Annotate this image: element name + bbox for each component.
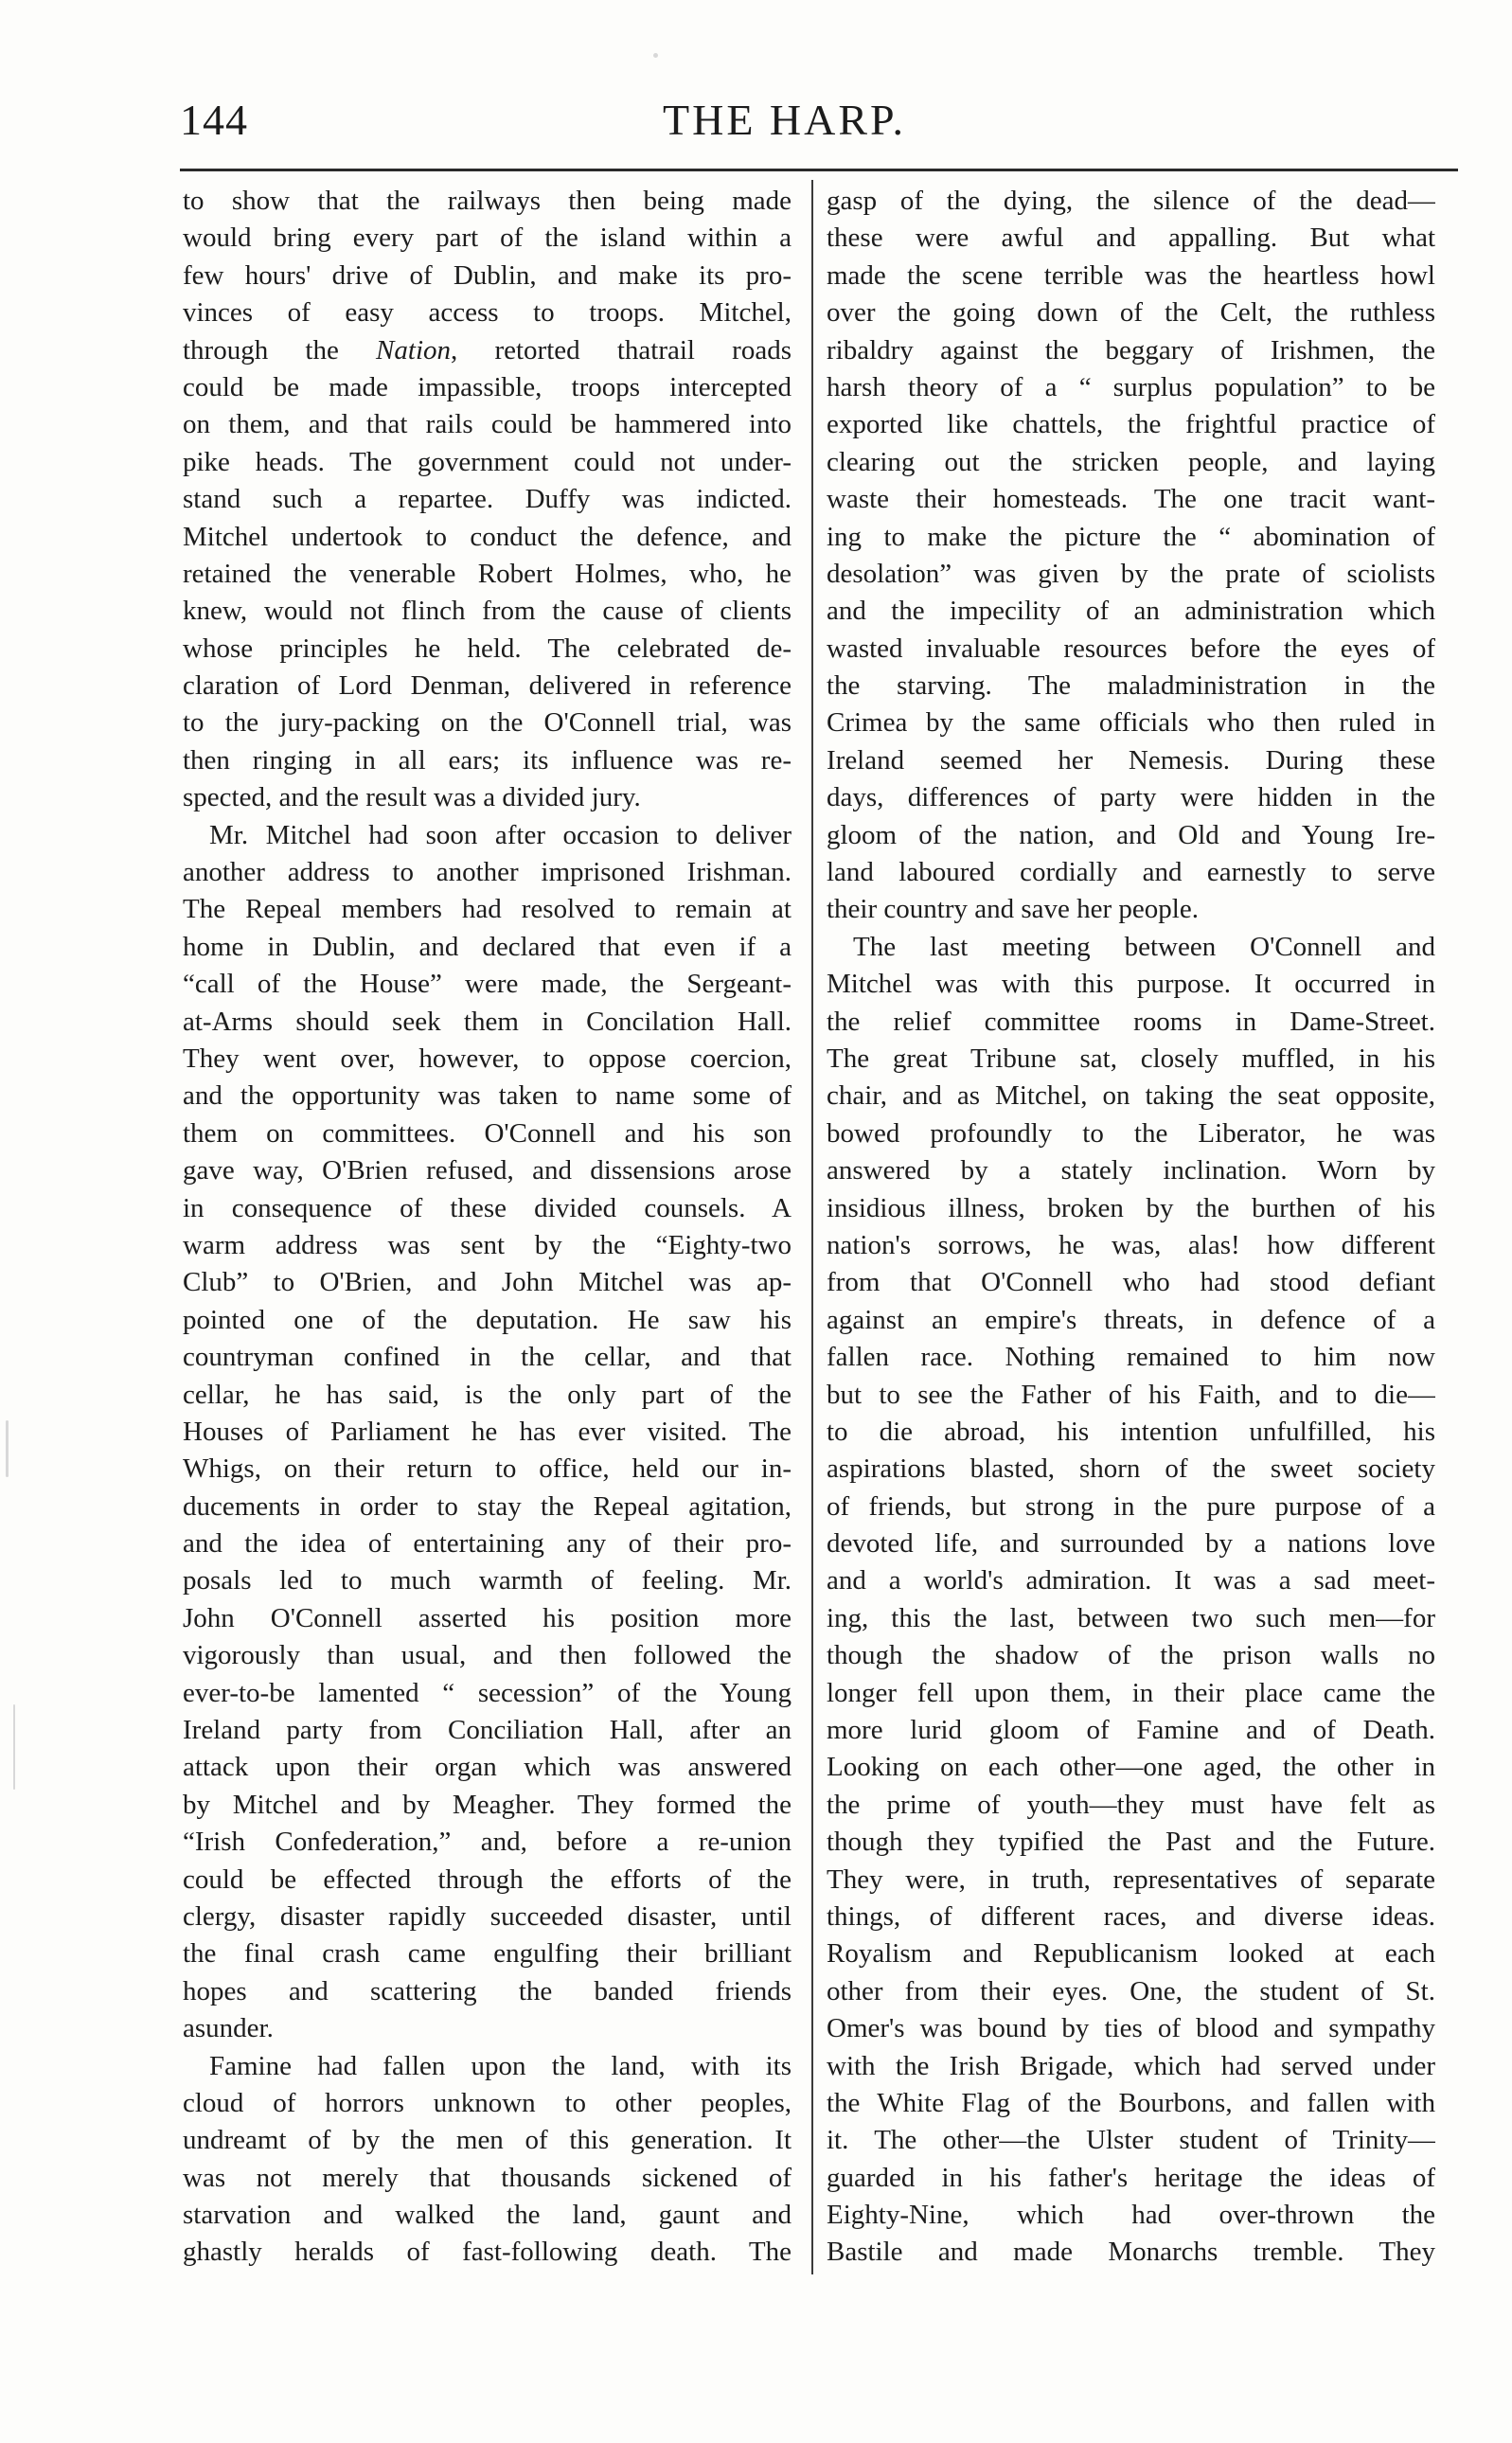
text-line: Mr. Mitchel had soon after occasion to deliver bbox=[209, 819, 792, 850]
text-line: over the going down of the Celt, the ruthless bbox=[827, 297, 1435, 329]
text-line: another address to another imprisoned Irishman. bbox=[183, 857, 792, 888]
text-line: The last meeting between O'Connell and bbox=[853, 931, 1435, 962]
text-line: though they typified the Past and the Future. bbox=[827, 1827, 1435, 1858]
text-line: longer fell upon them, in their place came the bbox=[827, 1677, 1435, 1708]
text-line: nation's sorrows, he was, alas! how different bbox=[827, 1229, 1435, 1260]
left-column bbox=[183, 183, 792, 2275]
text-line: gave way, O'Brien refused, and dissensions arose bbox=[183, 1155, 792, 1186]
text-line: The Repeal members had resolved to remain at bbox=[183, 894, 792, 925]
text-line: claration of Lord Denman, delivered in reference bbox=[183, 670, 792, 702]
text-line: days, differences of party were hidden in the bbox=[827, 782, 1435, 813]
text-line: the relief committee rooms in Dame-Street. bbox=[827, 1006, 1435, 1037]
text-line: Looking on each other—one aged, the other in bbox=[827, 1752, 1435, 1783]
text-line: their country and save her people. bbox=[827, 894, 1199, 925]
text-line: the White Flag of the Bourbons, and fallen with bbox=[827, 2087, 1435, 2118]
page-number: 144 bbox=[180, 96, 248, 144]
text-line: chair, and as Mitchel, on taking the seat opposite, bbox=[827, 1080, 1435, 1112]
text-line: Club” to O'Brien, and John Mitchel was ap- bbox=[183, 1267, 792, 1298]
text-line: Ireland seemed her Nemesis. During these bbox=[827, 744, 1435, 776]
text-line: Mitchel undertook to conduct the defence, and bbox=[183, 521, 792, 552]
text-line: in consequence of these divided counsels. A bbox=[183, 1192, 792, 1223]
text-line: other from their eyes. One, the student of St. bbox=[827, 1975, 1435, 2006]
text-line: Mitchel was with this purpose. It occurred in bbox=[827, 969, 1435, 1000]
text-line: desolation” was given by the prate of sciolists bbox=[827, 558, 1435, 589]
text-line: against an empire's threats, in defence of a bbox=[827, 1304, 1435, 1335]
text-line: posals led to much warmth of feeling. Mr. bbox=[183, 1565, 792, 1596]
text-line: ghastly heralds of fast-following death. The bbox=[183, 2237, 792, 2268]
text-line: with the Irish Brigade, which had served under bbox=[827, 2050, 1435, 2081]
text-line: the prime of youth—they must have felt as bbox=[827, 1789, 1435, 1820]
text-line: hopes and scattering the banded friends bbox=[183, 1975, 792, 2006]
text-line: “call of the House” were made, the Sergeant- bbox=[183, 969, 792, 1000]
text-line: Omer's was bound by ties of blood and sympathy bbox=[827, 2013, 1435, 2044]
text-line: and the opportunity was taken to name some of bbox=[183, 1080, 792, 1112]
column-divider bbox=[811, 180, 813, 2274]
text-line: the starving. The maladministration in the bbox=[827, 670, 1435, 702]
paper-speck bbox=[653, 53, 658, 58]
text-line: retained the venerable Robert Holmes, who, he bbox=[183, 558, 792, 589]
text-line: Famine had fallen upon the land, with its bbox=[209, 2050, 792, 2081]
text-line: to the jury-packing on the O'Connell trial, was bbox=[183, 707, 792, 739]
text-line: to die abroad, his intention unfulfilled, his bbox=[827, 1416, 1435, 1447]
text-line: aspirations blasted, shorn of the sweet society bbox=[827, 1453, 1435, 1485]
running-title: THE HARP. bbox=[663, 96, 907, 144]
text-line: them on committees. O'Connell and his son bbox=[183, 1117, 792, 1149]
text-line: insidious illness, broken by the burthen of his bbox=[827, 1192, 1435, 1223]
text-line: ing to make the picture the “ abomination of bbox=[827, 521, 1435, 552]
text-line: clearing out the stricken people, and laying bbox=[827, 446, 1435, 477]
text-line: these were awful and appalling. But what bbox=[827, 223, 1435, 254]
text-line: through the Nation, retorted thatrail roads bbox=[183, 334, 792, 366]
text-line: things, of different races, and diverse ideas. bbox=[827, 1900, 1435, 1932]
text-line: asunder. bbox=[183, 2013, 274, 2044]
text-line: at-Arms should seek them in Concilation Hall. bbox=[183, 1006, 792, 1037]
text-line: cellar, he has said, is the only part of the bbox=[183, 1379, 792, 1410]
text-line: and the idea of entertaining any of their pro- bbox=[183, 1528, 792, 1560]
text-line: Crimea by the same officials who then ruled in bbox=[827, 707, 1435, 739]
text-line: few hours' drive of Dublin, and make its pro- bbox=[183, 259, 792, 291]
text-line: warm address was sent by the “Eighty-two bbox=[183, 1229, 792, 1260]
text-line: it. The other—the Ulster student of Trinity— bbox=[827, 2125, 1435, 2156]
text-line: countryman confined in the cellar, and that bbox=[183, 1342, 792, 1373]
text-line: John O'Connell asserted his position more bbox=[183, 1602, 792, 1633]
text-line: vinces of easy access to troops. Mitchel, bbox=[183, 297, 792, 329]
newspaper-name: Nation bbox=[376, 334, 452, 366]
text-line: guarded in his father's heritage the ideas of bbox=[827, 2162, 1435, 2193]
text-line: would bring every part of the island within a bbox=[183, 223, 792, 254]
text-line: Eighty-Nine, which had over-thrown the bbox=[827, 2200, 1435, 2231]
text-line: then ringing in all ears; its influence was re- bbox=[183, 744, 792, 776]
text-line: ducements in order to stay the Repeal agitation, bbox=[183, 1490, 792, 1522]
text-line: to show that the railways then being made bbox=[183, 186, 792, 216]
text-line: Whigs, on their return to office, held our in- bbox=[183, 1453, 792, 1485]
paper-speck bbox=[13, 1704, 15, 1790]
right-column bbox=[827, 183, 1435, 2275]
text-line: but to see the Father of his Faith, and to die— bbox=[827, 1379, 1435, 1410]
text-line: pike heads. The government could not under- bbox=[183, 446, 792, 477]
text-line: the final crash came engulfing their brilliant bbox=[183, 1938, 792, 1970]
text-line: could be made impassible, troops intercepted bbox=[183, 371, 792, 402]
text-line: “Irish Confederation,” and, before a re-union bbox=[183, 1827, 792, 1858]
text-line: knew, would not flinch from the cause of clients bbox=[183, 596, 792, 627]
paper-speck bbox=[6, 1420, 9, 1477]
text-line: clergy, disaster rapidly succeeded disaster, until bbox=[183, 1900, 792, 1932]
text-line: Bastile and made Monarchs tremble. They bbox=[827, 2237, 1435, 2268]
text-line: more lurid gloom of Famine and of Death. bbox=[827, 1715, 1435, 1746]
text-line: harsh theory of a “ surplus population” to be bbox=[827, 371, 1435, 402]
text-line: stand such a repartee. Duffy was indicted. bbox=[183, 484, 792, 515]
text-line: wasted invaluable resources before the eyes of bbox=[827, 633, 1435, 664]
text-line: cloud of horrors unknown to other peoples, bbox=[183, 2087, 792, 2118]
text-line: on them, and that rails could be hammered into bbox=[183, 409, 792, 440]
text-line: Ireland party from Conciliation Hall, after an bbox=[183, 1715, 792, 1746]
header-rule bbox=[180, 169, 1458, 171]
text-line: though the shadow of the prison walls no bbox=[827, 1640, 1435, 1671]
text-line: gloom of the nation, and Old and Young Ire- bbox=[827, 819, 1435, 850]
text-line: fallen race. Nothing remained to him now bbox=[827, 1342, 1435, 1373]
text-line: by Mitchel and by Meagher. They formed the bbox=[183, 1789, 792, 1820]
text-line: pointed one of the deputation. He saw his bbox=[183, 1304, 792, 1335]
text-line: ing, this the last, between two such men—for bbox=[827, 1602, 1435, 1633]
text-line: could be effected through the efforts of the bbox=[183, 1863, 792, 1895]
text-line: bowed profoundly to the Liberator, he was bbox=[827, 1117, 1435, 1149]
text-line: devoted life, and surrounded by a nations love bbox=[827, 1528, 1435, 1560]
text-line: land laboured cordially and earnestly to serve bbox=[827, 857, 1435, 888]
text-line: home in Dublin, and declared that even if a bbox=[183, 931, 792, 962]
text-line: from that O'Connell who had stood defiant bbox=[827, 1267, 1435, 1298]
text-line: and the impecility of an administration which bbox=[827, 596, 1435, 627]
text-line: answered by a stately inclination. Worn by bbox=[827, 1155, 1435, 1186]
text-line: undreamt of by the men of this generation. It bbox=[183, 2125, 792, 2156]
text-line: made the scene terrible was the heartless howl bbox=[827, 259, 1435, 291]
text-line: starvation and walked the land, gaunt and bbox=[183, 2200, 792, 2231]
text-line: ribaldry against the beggary of Irishmen, the bbox=[827, 334, 1435, 366]
text-line: Royalism and Republicanism looked at each bbox=[827, 1938, 1435, 1970]
text-line: spected, and the result was a divided jury. bbox=[183, 782, 641, 813]
text-line: waste their homesteads. The one tracit want- bbox=[827, 484, 1435, 515]
text-line: was not merely that thousands sickened of bbox=[183, 2162, 792, 2193]
text-line: and a world's admiration. It was a sad meet- bbox=[827, 1565, 1435, 1596]
text-line: They went over, however, to oppose coercion, bbox=[183, 1043, 792, 1074]
text-line: of friends, but strong in the pure purpose of a bbox=[827, 1490, 1435, 1522]
text-line: whose principles he held. The celebrated de- bbox=[183, 633, 792, 664]
text-line: ever-to-be lamented “ secession” of the Young bbox=[183, 1677, 792, 1708]
text-line: vigorously than usual, and then followed the bbox=[183, 1640, 792, 1671]
text-line: Houses of Parliament he has ever visited. The bbox=[183, 1416, 792, 1447]
text-line: exported like chattels, the frightful practice of bbox=[827, 409, 1435, 440]
text-line: gasp of the dying, the silence of the dead— bbox=[827, 186, 1435, 216]
text-line: attack upon their organ which was answered bbox=[183, 1752, 792, 1783]
text-line: The great Tribune sat, closely muffled, in his bbox=[827, 1043, 1435, 1074]
text-line: They were, in truth, representatives of separate bbox=[827, 1863, 1435, 1895]
